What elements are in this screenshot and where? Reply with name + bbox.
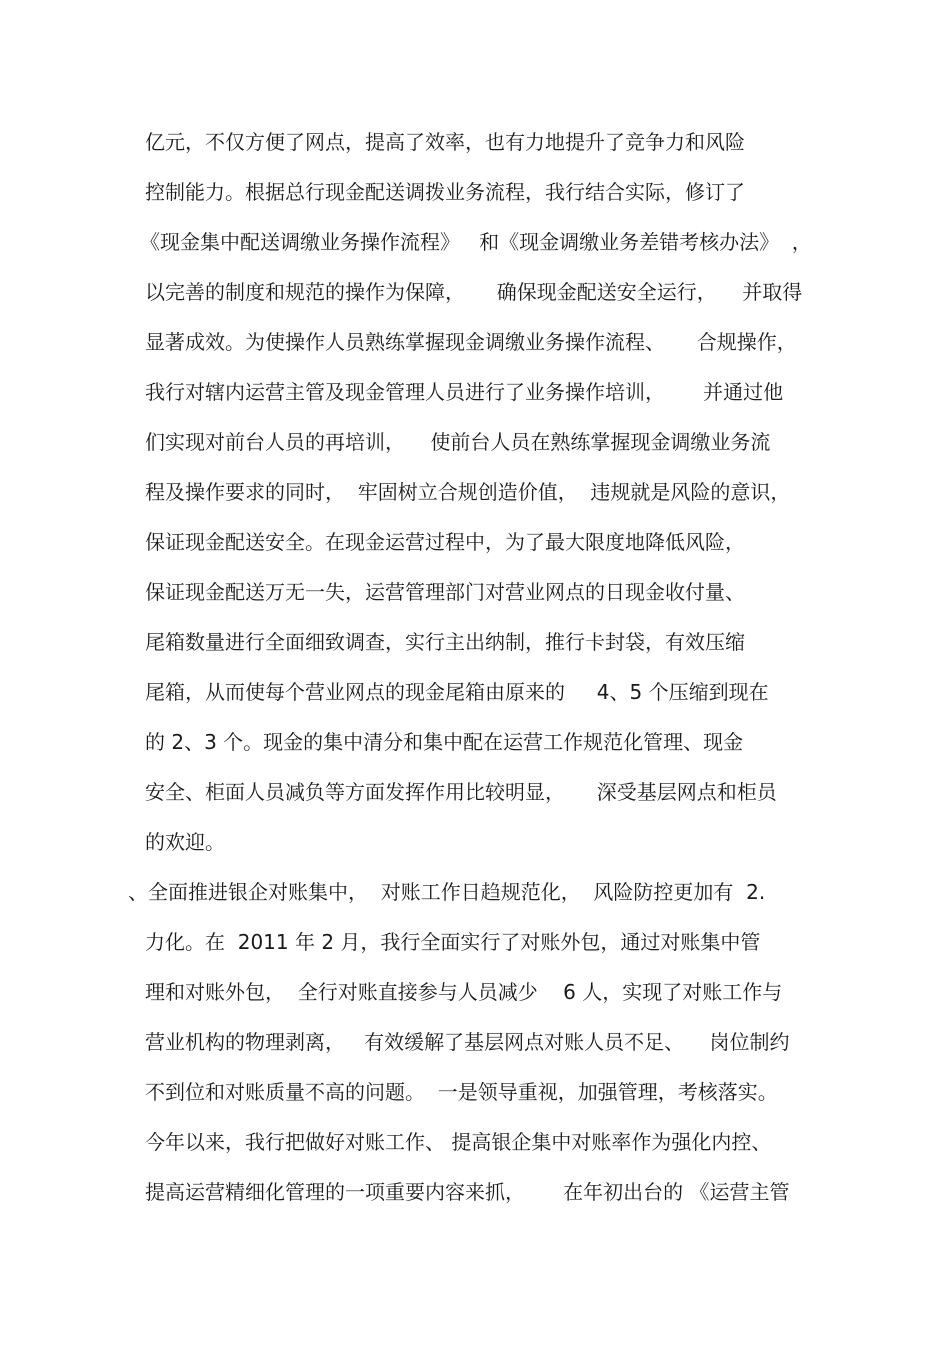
paragraph-line-19: 营业机构的物理剥离， 有效缓解了基层网点对账人员不足、 岗位制约 — [145, 1030, 790, 1054]
paragraph-line-3: 《现金集中配送调缴业务操作流程》 和《现金调缴业务差错考核办法》 ， — [140, 230, 812, 254]
paragraph-line-20: 不到位和对账质量不高的问题。 一是领导重视，加强管理，考核落实。 — [145, 1080, 778, 1104]
paragraph-line-18: 理和对账外包， 全行对账直接参与人员减少 6 人，实现了对账工作与 — [145, 980, 783, 1004]
paragraph-line-11: 尾箱数量进行全面细致调查，实行主出纳制，推行卡封袋，有效压缩 — [145, 630, 745, 654]
paragraph-line-22: 提高运营精细化管理的一项重要内容来抓， 在年初出台的 《运营主管 — [145, 1180, 790, 1204]
paragraph-line-10: 保证现金配送万无一失，运营管理部门对营业网点的日现金收付量、 — [145, 580, 745, 604]
paragraph-line-9: 保证现金配送安全。在现金运营过程中，为了最大限度地降低风险， — [145, 530, 745, 554]
paragraph-line-1: 亿元，不仅方便了网点，提高了效率，也有力地提升了竞争力和风险 — [145, 130, 745, 154]
paragraph-line-17: 力化。在 2011 年 2 月，我行全面实行了对账外包，通过对账集中管 — [145, 930, 761, 954]
paragraph-line-16: 、全面推进银企对账集中， 对账工作日趋规范化， 风险防控更加有 2. — [128, 880, 766, 904]
paragraph-line-14: 安全、柜面人员减负等方面发挥作用比较明显， 深受基层网点和柜员 — [145, 780, 777, 804]
paragraph-line-4: 以完善的制度和规范的操作为保障， 确保现金配送安全运行， 并取得 — [145, 280, 803, 304]
paragraph-line-15: 的欢迎。 — [145, 830, 225, 854]
paragraph-line-21: 今年以来，我行把做好对账工作、 提高银企集中对账率作为强化内控、 — [145, 1130, 772, 1154]
paragraph-line-13: 的 2、3 个。现金的集中清分和集中配在运营工作规范化管理、现金 — [145, 730, 744, 754]
paragraph-line-8: 程及操作要求的同时， 牢固树立合规创造价值， 违规就是风险的意识， — [145, 480, 791, 504]
paragraph-line-5: 显著成效。为使操作人员熟练掌握现金调缴业务操作流程、 合规操作， — [145, 330, 797, 354]
paragraph-line-12: 尾箱，从而使每个营业网点的现金尾箱由原来的 4、5 个压缩到现在 — [145, 680, 769, 704]
paragraph-line-2: 控制能力。根据总行现金配送调拨业务流程，我行结合实际，修订了 — [145, 180, 745, 204]
paragraph-line-6: 我行对辖内运营主管及现金管理人员进行了业务操作培训， 并通过他 — [145, 380, 784, 404]
paragraph-line-7: 们实现对前台人员的再培训， 使前台人员在熟练掌握现金调缴业务流 — [145, 430, 771, 454]
